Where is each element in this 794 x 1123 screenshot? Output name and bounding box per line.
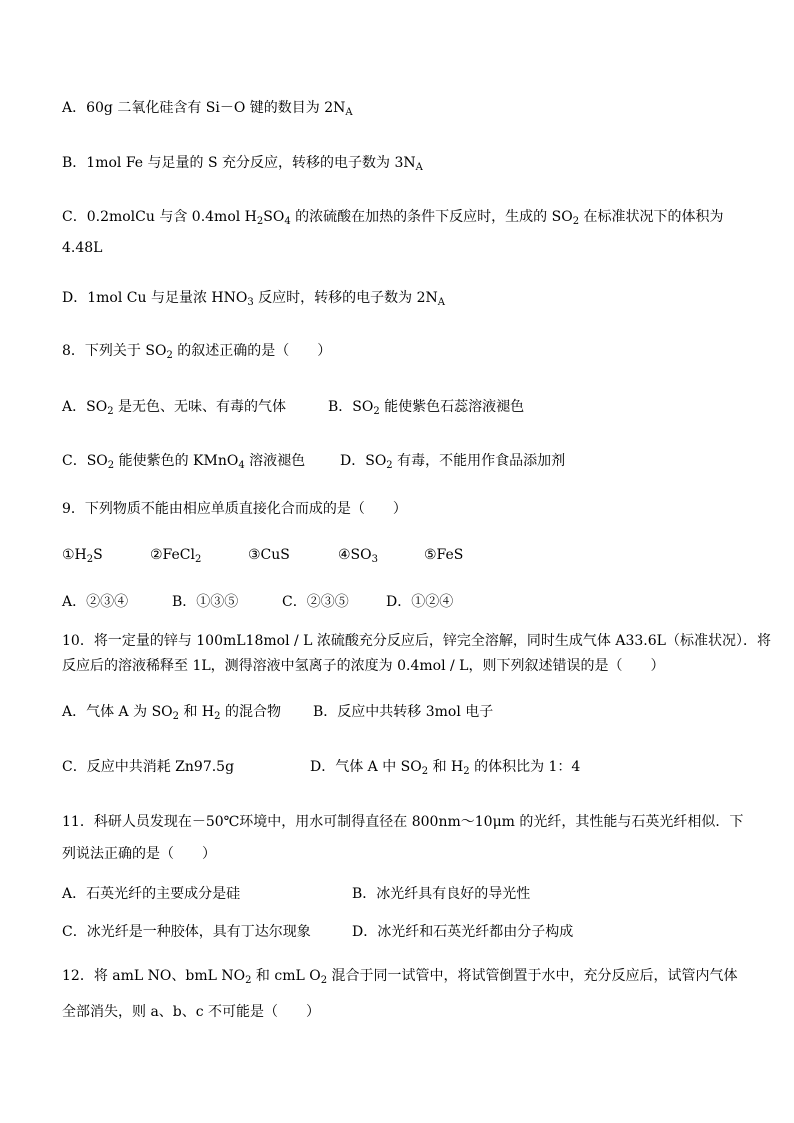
- q9-item-2: ②FeCl$_2$: [150, 547, 202, 565]
- q9-option-a: A．②③④: [62, 594, 129, 610]
- q9-item-3: ③CuS: [248, 547, 290, 563]
- q7-option-c: C．0.2molCu 与含 0.4mol $H_2SO_4$ 的浓硫酸在加热的条件下反应时，生成的 $SO_2$ 在标准状况下的体积为: [62, 209, 724, 227]
- q7-option-d: D．1mol Cu 与足量浓 $HNO_3$ 反应时，转移的电子数为 $2N_A$: [62, 290, 446, 308]
- q8-option-d: D．$SO_2$ 有毒，不能用作食品添加剂: [340, 453, 566, 471]
- q11-option-d: D．冰光纤和石英光纤都由分子构成: [352, 924, 574, 940]
- q9-option-b: B．①③⑤: [172, 594, 239, 610]
- q9-stem: 9．下列物质不能由相应单质直接化合而成的是（ ）: [62, 501, 407, 517]
- q8-option-c: C．$SO_2$ 能使紫色的 KMnO$_4$ 溶液褪色: [62, 453, 306, 471]
- q10-option-d: D．气体 A 中 $SO_2$ 和 $H_2$ 的体积比为 1：4: [310, 759, 581, 777]
- q11-option-b: B．冰光纤具有良好的导光性: [352, 886, 531, 902]
- q9-option-d: D．①②④: [386, 594, 454, 610]
- q11-option-a: A．石英光纤的主要成分是硅: [62, 886, 241, 902]
- q8-option-a: A．$SO_2$ 是无色、无味、有毒的气体: [62, 399, 287, 417]
- q11-option-c: C．冰光纤是一种胶体，具有丁达尔现象: [62, 924, 311, 940]
- q8-stem: 8．下列关于 $SO_2$ 的叙述正确的是（ ）: [62, 343, 332, 361]
- q9-item-4: $④SO_3$: [338, 547, 378, 565]
- q10-option-b: B．反应中共转移 3mol 电子: [313, 704, 494, 720]
- q9-option-c: C．②③⑤: [282, 594, 349, 610]
- q11-stem-line-2: 列说法正确的是（ ）: [62, 846, 216, 862]
- q11-stem-line-1: 11．科研人员发现在－50℃环境中，用水可制得直径在 800nm～10μm 的光纤，其性能与石英光纤相似．下: [62, 814, 744, 830]
- q10-option-c: C．反应中共消耗 Zn97.5g: [62, 759, 235, 775]
- q12-stem-line-2: 全部消失，则 a、b、c 不可能是（ ）: [62, 1004, 321, 1020]
- q7-option-c-continued: 4.48L: [62, 240, 103, 256]
- q10-option-a: A．气体 A 为 $SO_2$ 和 $H_2$ 的混合物: [62, 704, 281, 722]
- q7-option-a: A．60g 二氧化硅含有 Si－O 键的数目为 $2N_A$: [62, 100, 353, 118]
- q8-option-b: B．$SO_2$ 能使紫色石蕊溶液褪色: [328, 399, 525, 417]
- q10-stem-line-1: 10．将一定量的锌与 100mL18mol / L 浓硫酸充分反应后，锌完全溶解，同时生成气体 A33.6L（标准状况）．将: [62, 633, 771, 649]
- q9-item-1: $①H_2S$: [62, 547, 103, 565]
- q7-option-b: B．1mol Fe 与足量的 S 充分反应，转移的电子数为 $3N_A$: [62, 155, 423, 173]
- q9-item-5: ⑤FeS: [424, 547, 464, 563]
- q10-stem-line-2: 反应后的溶液稀释至 1L，测得溶液中氢离子的浓度为 0.4mol / L，则下列叙述错误的是（ ）: [62, 658, 665, 674]
- q12-stem-line-1: 12．将 amL NO、bmL $NO_2$ 和 cmL $O_2$ 混合于同一试管中，将试管倒置于水中，充分反应后，试管内气体: [62, 968, 738, 986]
